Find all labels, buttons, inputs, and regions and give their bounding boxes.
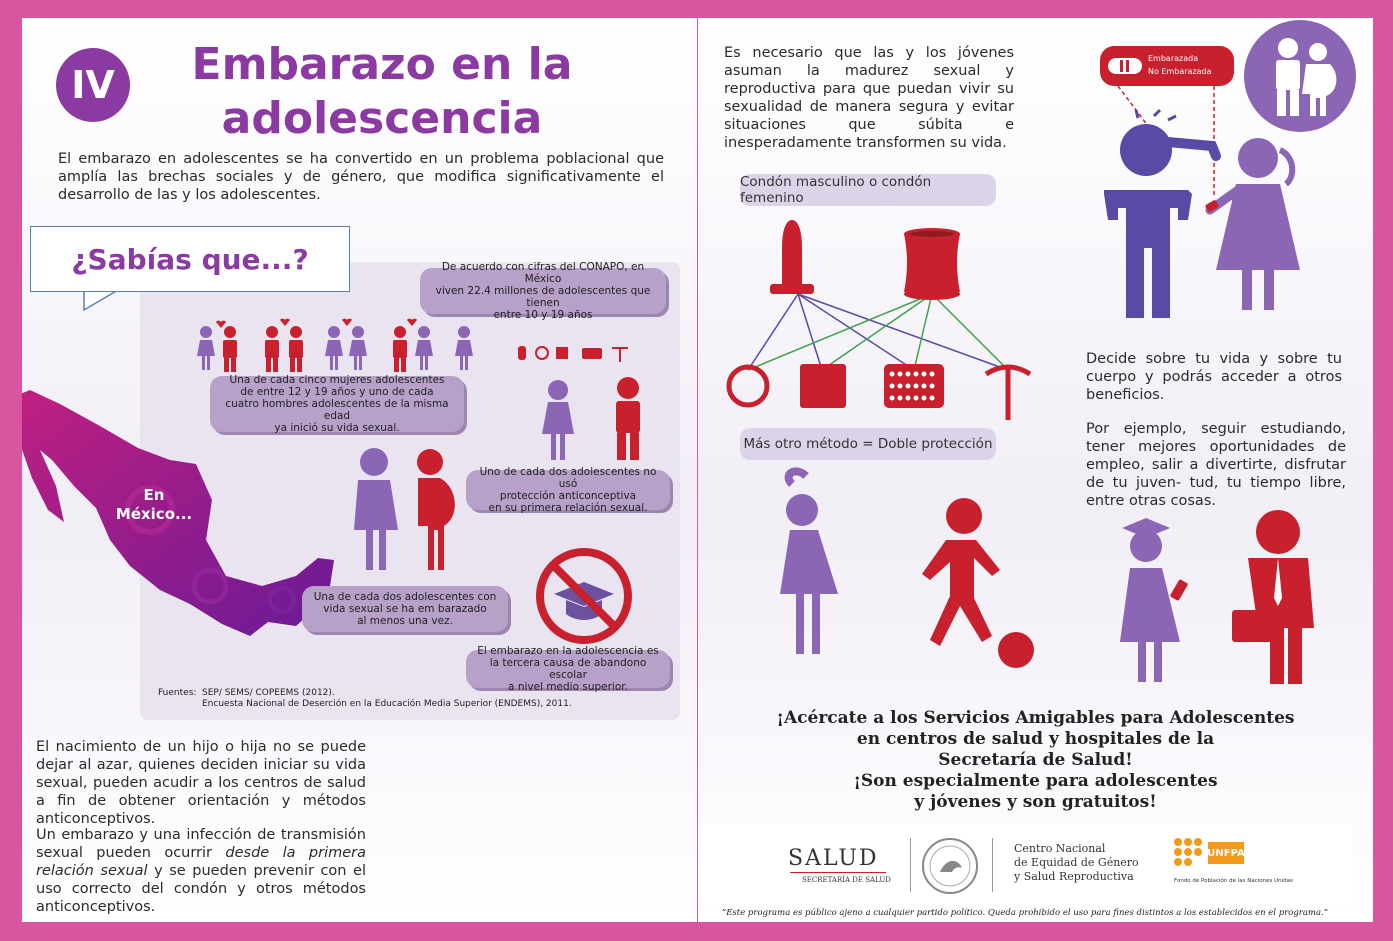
- cta-heading: [698, 708, 1373, 813]
- fact-ab-line-2: la tercera causa de abandono escolar: [489, 657, 647, 681]
- fact-cinco-line-3: cuatro hombres adolescentes de la misma edad: [225, 398, 449, 422]
- fact-abandono-escolar: [466, 645, 670, 693]
- girl-pregnant-girl-icon: [344, 446, 464, 576]
- fact-cinco-line-4: ya inició su vida sexual.: [274, 422, 400, 434]
- unfpa-subtitle: Fondo de Población de las Naciones Unidas: [1174, 878, 1293, 884]
- fact-dos-line-2: protección anticonceptiva: [499, 490, 637, 502]
- title-line-1: Embarazo en la: [191, 39, 573, 90]
- unfpa-logo-icon: [1172, 836, 1212, 870]
- fact-conapo-line-3: entre 10 y 19 años: [493, 309, 593, 321]
- centro-line-2: de Equidad de Género: [1014, 856, 1139, 869]
- centro-line-1: Centro Nacional: [1014, 842, 1106, 855]
- cta-line-5: y jóvenes y son gratuitos!: [914, 792, 1157, 812]
- mexico-seal-icon: [920, 836, 980, 896]
- fact-dos-line-1: Uno de cada dos adolescentes no usó: [479, 466, 657, 490]
- fact-emb-line-1: Una de cada dos adolescentes con: [313, 591, 497, 603]
- source-1: SEP/ SEMS/ COPEEMS (2012).: [202, 688, 335, 698]
- double-protection-pill: Más otro método = Doble protección: [740, 428, 996, 460]
- logos-footer: [698, 824, 1352, 906]
- disclaimer: “Este programa es público ajeno a cualquier partido político. Queda prohibido el uso para fines distintos a los establecidos en el programa.”: [721, 908, 1329, 918]
- fact-emb-line-2: vida sexual se ha em barazado: [323, 603, 487, 615]
- fact-conapo-line-2: viven 22.4 millones de adolescentes que tienen: [435, 285, 651, 309]
- sources-label: Fuentes:: [158, 688, 197, 698]
- paragraph-its-emphasis: desde la primera relación sexual: [36, 845, 366, 879]
- fact-cinco-line-1: Una de cada cinco mujeres adolescentes: [229, 374, 445, 386]
- fact-uno-de-cada-dos: [466, 466, 670, 514]
- centro-nacional-logo: [1014, 842, 1139, 884]
- sabias-que-heading: ¿Sabías que...?: [30, 226, 350, 292]
- section-number-badge: IV: [56, 48, 130, 122]
- fact-conapo: [420, 261, 666, 321]
- sources-list: [202, 688, 622, 710]
- cta-line-3: Secretaría de Salud!: [938, 750, 1133, 770]
- graduate-and-professional-icon: [1108, 506, 1344, 686]
- paragraph-its-a: Un embarazo y una infección de transmisión sexual pueden ocurrir: [36, 827, 366, 861]
- right-intro-paragraph: Es necesario que las y los jóvenes asuman la madurez sexual y reproductiva para que puedan vivir su sexualidad de manera segura y evitar situaciones que súbita e inesperadamente transformen su vida.: [724, 45, 1014, 151]
- cta-line-4: ¡Son especialmente para adolescentes: [853, 771, 1218, 791]
- fact-dos-line-3: en su primera relación sexual.: [488, 502, 648, 514]
- pregnancy-test-icon: [1108, 56, 1144, 76]
- girl-boy-contraceptives-icon: [512, 342, 662, 466]
- legend-no-embarazada: No Embarazada: [1148, 67, 1212, 76]
- salud-logo: SALUD: [788, 846, 879, 871]
- fact-conapo-line-1: De acuerdo con cifras del CONAPO, en México: [441, 261, 645, 285]
- title-line-2: adolescencia: [221, 93, 543, 144]
- pregnancy-test-bubble: [1100, 46, 1234, 86]
- centro-line-3: y Salud Reproductiva: [1014, 870, 1134, 883]
- decide-paragraph: Decide sobre tu vida y sobre tu cuerpo y podrás acceder a otros beneficios.: [1086, 351, 1342, 403]
- paragraph-nacimiento: El nacimiento de un hijo o hija no se puede dejar al azar, quienes deciden iniciar su vida sexual, pueden acudir a los centros de salud a fin de obtener orientación y métodos anticonceptivos.: [36, 739, 366, 827]
- mexico-label-line-2: México...: [115, 505, 193, 523]
- fact-embarazada: [302, 586, 508, 632]
- cta-line-2: en centros de salud y hospitales de la: [856, 729, 1215, 749]
- cta-line-1: ¡Acércate a los Servicios Amigables para Adolescentes: [776, 708, 1295, 728]
- fact-una-de-cada-cinco: [210, 376, 464, 432]
- worried-couple-icon: [1098, 110, 1298, 316]
- mexico-label: [114, 486, 194, 524]
- right-page: [698, 18, 1373, 922]
- pregnancy-test-legend: [1148, 52, 1212, 78]
- intro-paragraph: El embarazo en adolescentes se ha convertido en un problema poblacional que amplía las brechas sociales y de género, que modifica significativamente el desarrollo de las y los adolescentes.: [58, 151, 664, 203]
- fact-emb-line-3: al menos una vez.: [357, 615, 453, 627]
- left-page: [22, 18, 697, 922]
- source-2: Encuesta Nacional de Deserción en la Educación Media Superior (ENDEMS), 2011.: [202, 699, 572, 709]
- unfpa-logo: UNFPA: [1208, 842, 1244, 864]
- speech-tail-icon: [84, 290, 124, 314]
- legend-embarazada: Embarazada: [1148, 54, 1199, 63]
- page-title: [162, 38, 602, 146]
- paragraph-its: [36, 826, 366, 916]
- paragraph-its-b: y se pueden prevenir con el uso correcto del condón y otros métodos anticonceptivos.: [36, 863, 366, 915]
- mexico-label-line-1: En: [143, 486, 165, 504]
- condom-label-pill: Condón masculino o condón femenino: [740, 174, 996, 206]
- fact-cinco-line-2: de entre 12 y 19 años y uno de cada: [240, 386, 434, 398]
- ejemplo-paragraph: Por ejemplo, seguir estudiando, tener mejores oportunidades de empleo, salir a divertirte, disfrutar de tu juven- tud, tu tiempo libre, entre otras cosas.: [1086, 421, 1346, 509]
- adolescent-people-row-icon: [192, 320, 482, 376]
- fact-ab-line-1: El embarazo en la adolescencia es: [477, 645, 659, 657]
- no-school-graduation-icon: [532, 544, 636, 648]
- secretaria-logo: SECRETARÍA DE SALUD: [802, 876, 891, 884]
- dancer-and-soccer-icon: [774, 470, 1034, 674]
- contraceptive-methods-diagram-icon: [718, 214, 1038, 414]
- fact-ab-line-3: a nivel medio superior.: [508, 681, 628, 693]
